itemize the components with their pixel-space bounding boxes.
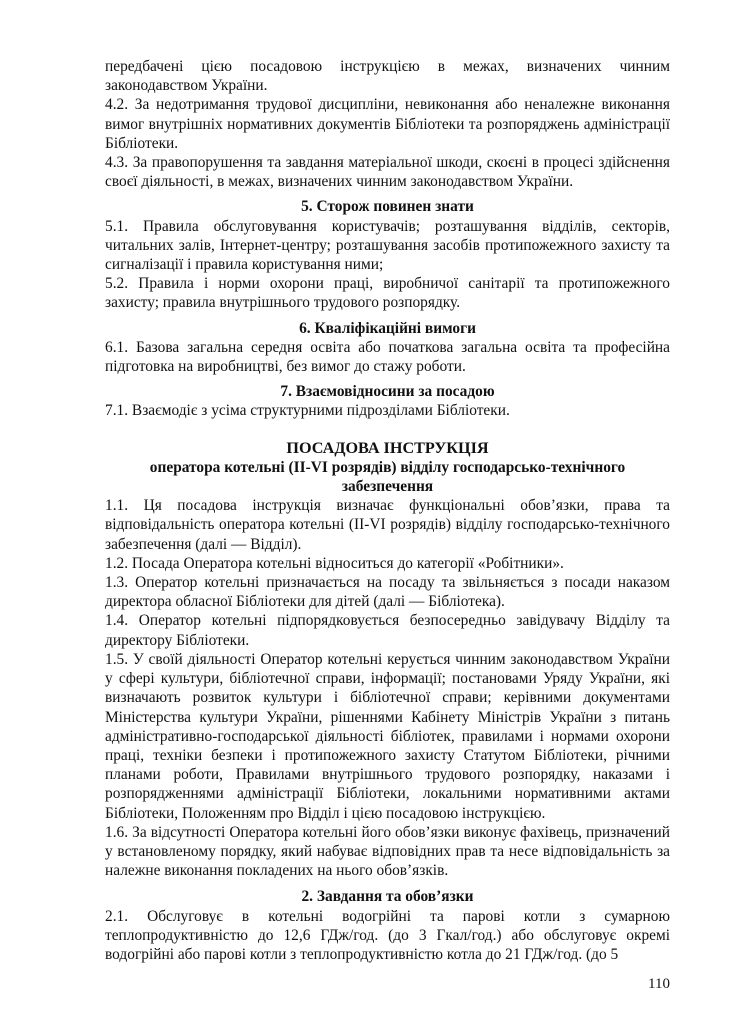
paragraph-7-1: 7.1. Взаємодіє з усіма структурними підрозділами Бібліотеки.	[105, 402, 510, 420]
paragraph-4-2: 4.2. За недотримання трудової дисципліни, невиконання або неналежне виконання вимог внутрішніх нормативних документів Бібліотеки та розпоряджень адміністрації Бібліотеки.	[105, 96, 670, 152]
paragraph-5-2: 5.2. Правила і норми охорони праці, виробничої санітарії та протипожежного захисту; правила внутрішнього трудового розпорядку.	[105, 275, 670, 312]
paragraph-2-1: 2.1. Обслуговує в котельні водогрійні та парові котли з сумарною теплопродуктивністю до 12,6 ГДж/год. (до 3 Гкал/год.) або обслуговує окремі водогрійні або парові котли з теплопродуктивністю котла до 21 ГДж/год. (до 5	[105, 907, 670, 963]
section-heading-7: 7. Взаємовідносини за посадою	[280, 383, 495, 401]
document-subtitle: оператора котельні (II-VI розрядів) відділу господарсько-технічного забезпечення	[149, 458, 626, 496]
page-number: 110	[648, 976, 670, 992]
paragraph-5-1: 5.1. Правила обслуговування користувачів; розташування відділів, секторів, читальних залів, Інтернет-центру; розташування засобів протипожежного захисту та сигналізації і правила користування ними;	[105, 217, 670, 274]
paragraph-4-3: 4.3. За правопорушення та завдання матеріальної шкоди, скоєні в процесі здійснення своєї діяльності, в межах, визначених чинним законодавством України.	[105, 154, 670, 191]
page-content	[105, 57, 670, 964]
paragraph-1-3: 1.3. Оператор котельні призначається на посаду та звільняється з посади наказом директора обласної Бібліотеки для дітей (далі — Бібліотека).	[105, 574, 670, 611]
paragraph-1-4: 1.4. Оператор котельні підпорядковується безпосередньо завідувачу Відділу та директору Бібліотеки.	[105, 612, 670, 649]
paragraph-1-2: 1.2. Посада Оператора котельні відноситься до категорії «Робітники».	[105, 554, 564, 572]
section-heading-2: 2. Завдання та обов’язки	[301, 888, 474, 906]
section-heading-5: 5. Сторож повинен знати	[301, 198, 474, 216]
document-title: ПОСАДОВА ІНСТРУКЦІЯ	[286, 438, 489, 457]
paragraph-1-6: 1.6. За відсутності Оператора котельні його обов’язки виконує фахівець, призначений у встановленому порядку, який набуває відповідних прав та несе відповідальність за належне виконання покладених на нього обов’язків.	[105, 823, 670, 880]
paragraph-6-1: 6.1. Базова загальна середня освіта або початкова загальна освіта та професійна підготовка на виробництві, без вимог до стажу роботи.	[105, 338, 670, 376]
paragraph-1-1: 1.1. Ця посадова інструкція визначає функціональні обов’язки, права та відповідальність оператора котельні (II-VI розрядів) відділу господарсько-технічного забезпечення (далі — Відділ).	[105, 497, 670, 553]
section-heading-6: 6. Кваліфікаційні вимоги	[299, 319, 476, 337]
paragraph-1-5: 1.5. У своїй діяльності Оператор котельні керується чинним законодавством України у сфері культури, бібліотечної справи, інформації; постановами Уряду України, які визначають розвиток культури і бібліотечної справи; керівними документами Міністерства культури України, рішеннями Кабінету Міністрів України з питань адміністративно-господарської діяльності бібліотек, правилами і нормами охорони праці, техніки безпеки і протипожежного захисту Статутом Бібліотеки, річними планами роботи, Правилами внутрішнього трудового розпорядку, наказами і розпорядженнями адміністрації Бібліотеки, локальними нормативними актами Бібліотеки, Положенням про Відділ і цією посадовою інструкцією.	[105, 650, 670, 822]
paragraph-intro: передбачені цією посадовою інструкцією в межах, визначених чинним законодавством України.	[105, 58, 670, 95]
